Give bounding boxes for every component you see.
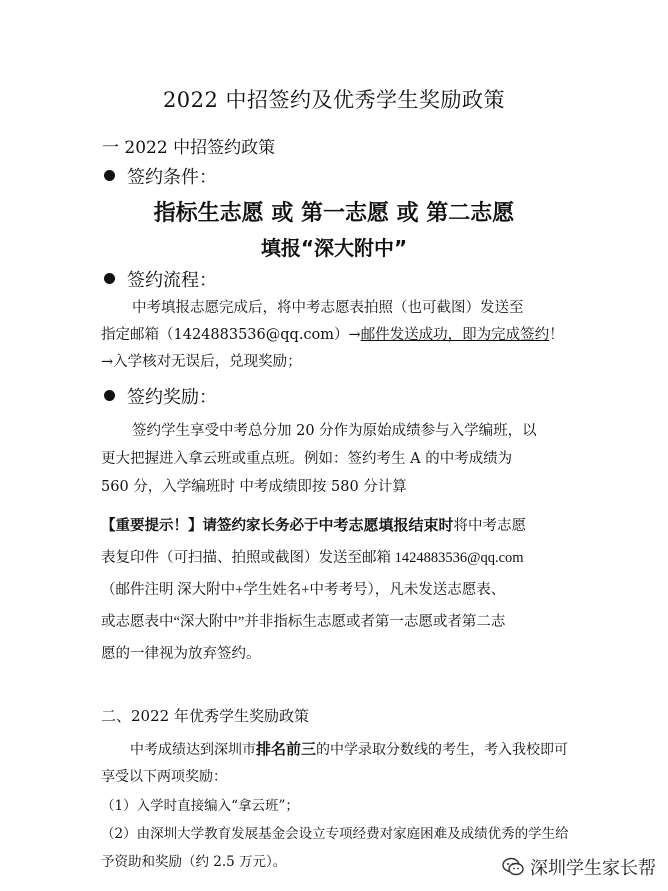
notice-line4: 或志愿表中“深大附中”并非指标生志愿或者第一志愿或者第二志: [101, 614, 506, 630]
wechat-icon: [502, 857, 524, 877]
bullet-icon: [104, 170, 115, 181]
notice-line2: 表复印件（可扫描、拍照或截图）发送至邮箱 1424883536@qq.com: [101, 550, 524, 566]
section2-intro: 中考成绩达到深圳市排名前三的中学录取分数线的考生，考入我校即可: [130, 740, 569, 758]
notice-line1: 【重要提示！】请签约家长务必于中考志愿填报结束时将中考志愿: [101, 516, 527, 534]
notice-line3: （邮件注明 深大附中+学生姓名+中考考号），凡未发送志愿表、: [101, 582, 506, 598]
section1-heading: 一 2022 中招签约政策: [102, 138, 276, 158]
reward-line2: 更大把握进入拿云班或重点班。例如：签约考生 A 的中考成绩为: [101, 451, 513, 467]
process-line2: 指定邮箱（1424883536@qq.com）→邮件发送成功，即为完成签约！: [101, 327, 564, 343]
section2-item1: （1）入学时直接编入“拿云班”；: [101, 798, 299, 814]
reward-line3: 560 分，入学编班时 中考成绩即按 580 分计算: [101, 479, 407, 495]
page-title: 2022 中招签约及优秀学生奖励政策: [162, 88, 506, 112]
conditions-line1: 指标生志愿 或 第一志愿 或 第二志愿: [153, 201, 515, 226]
section2-item2-line2: 予资助和奖励（约 2.5 万元）。: [101, 854, 287, 870]
watermark: 深圳学生家长帮: [502, 854, 656, 880]
process-line1: 中考填报志愿完成后，将中考志愿表拍照（也可截图）发送至: [132, 300, 524, 316]
section2-item2-line1: （2）由深圳大学教育发展基金会设立专项经费对家庭困难及成绩优秀的学生给: [101, 826, 569, 842]
bullet-icon: [104, 273, 115, 284]
reward-label: 签约奖励：: [104, 383, 217, 409]
process-line3: →入学核对无误后，兑现奖励；: [101, 354, 302, 370]
process-success-underline: 邮件发送成功，即为完成签约: [360, 327, 550, 343]
bullet-icon: [104, 390, 115, 401]
process-label: 签约流程：: [104, 266, 217, 292]
section2-heading: 二、2022 年优秀学生奖励政策: [101, 707, 309, 725]
reward-line1: 签约学生享受中考总分加 20 分作为原始成绩参与入学编班，以: [132, 423, 537, 439]
section2-intro-line2: 享受以下两项奖励：: [101, 769, 227, 785]
conditions-label: 签约条件：: [104, 163, 217, 189]
notice-line5: 愿的一律视为放弃签约。: [101, 646, 261, 662]
conditions-line2: 填报“深大附中”: [260, 236, 408, 260]
